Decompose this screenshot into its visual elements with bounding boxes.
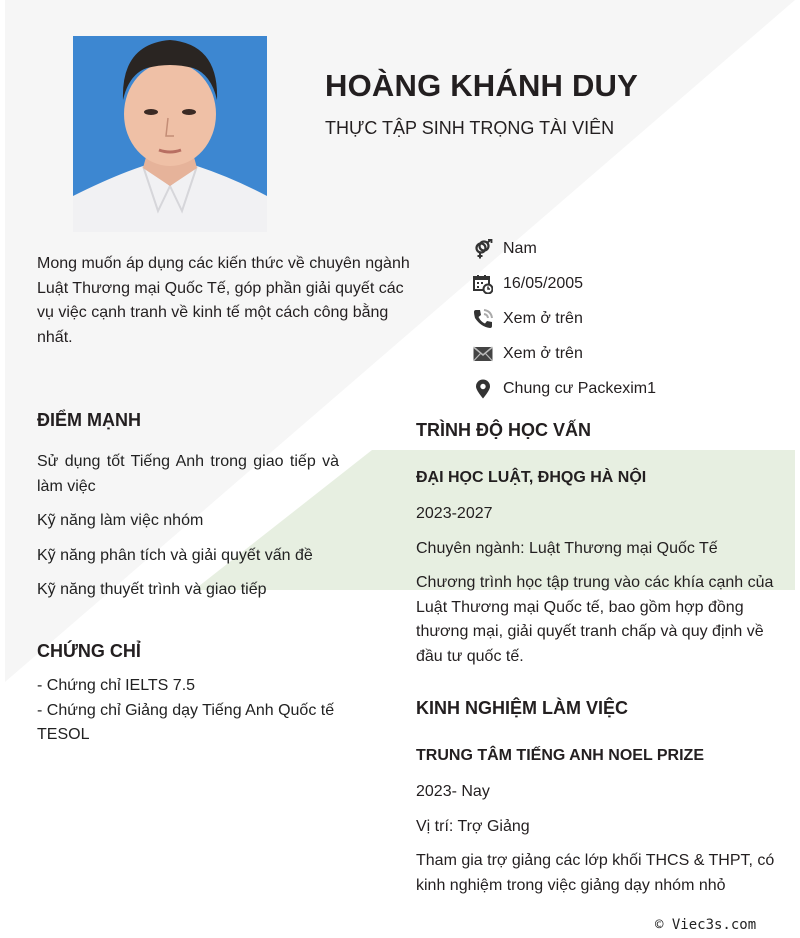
education-description: Chương trình học tập trung vào các khía cạnh của Luật Thương mại Quốc tế, bao gồm hợp đồng thương mại, giải quyết tranh chấp và quy định về đầu tư quốc tế. (416, 574, 774, 665)
profile-photo (73, 36, 267, 232)
address-value: Chung cư Packexim1 (503, 379, 656, 397)
contact-list (472, 232, 656, 406)
experience-entry (416, 744, 776, 898)
strengths-heading: ĐIỂM MẠNH (37, 410, 141, 430)
experience-period: 2023- Nay (416, 783, 490, 800)
contact-phone (472, 302, 656, 337)
education-heading: TRÌNH ĐỘ HỌC VẤN (416, 420, 591, 440)
location-icon (472, 378, 494, 400)
strength-item: Kỹ năng làm việc nhóm (37, 512, 204, 530)
candidate-name: HOÀNG KHÁNH DUY (325, 68, 638, 103)
strength-item: Kỹ năng thuyết trình và giao tiếp (37, 581, 267, 599)
certificates-heading: CHỨNG CHỈ (37, 641, 141, 661)
phone-icon (472, 308, 494, 330)
contact-birthdate (472, 267, 656, 302)
job-title: THỰC TẬP SINH TRỌNG TÀI VIÊN (325, 118, 615, 138)
email-icon (472, 343, 494, 365)
strength-item: Kỹ năng phân tích và giải quyết vấn đề (37, 546, 313, 564)
strengths-list (37, 450, 339, 613)
calendar-icon (472, 273, 494, 295)
birthdate-value: 16/05/2005 (503, 275, 584, 293)
strength-item: Sử dụng tốt Tiếng Anh trong giao tiếp và làm việc (37, 453, 339, 495)
certificate-item: - Chứng chỉ Giảng dạy Tiếng Anh Quốc tế TESOL (37, 701, 335, 744)
certificate-item: - Chứng chỉ IELTS 7.5 (37, 677, 196, 694)
email-value: Xem ở trên (503, 344, 583, 362)
contact-email (472, 336, 656, 371)
education-entry (416, 466, 776, 670)
school-name: ĐẠI HỌC LUẬT, ĐHQG HÀ NỘI (416, 469, 647, 486)
certificates-list (37, 674, 339, 748)
experience-position: Vị trí: Trợ Giảng (416, 817, 530, 835)
experience-description: Tham gia trợ giảng các lớp khối THCS & THPT, có kinh nghiệm trong việc giảng dạy nhóm nhỏ (416, 852, 775, 894)
watermark: © Viec3s.com (655, 917, 757, 933)
career-objective: Mong muốn áp dụng các kiến thức về chuyên ngành Luật Thương mại Quốc Tế, góp phần giải quyết các vụ việc cạnh tranh về kinh tế một cách công bằng nhất. (37, 255, 410, 346)
phone-value: Xem ở trên (503, 309, 583, 327)
experience-heading: KINH NGHIỆM LÀM VIỆC (416, 698, 629, 718)
contact-gender (472, 232, 656, 267)
gender-icon (472, 238, 494, 260)
contact-address (472, 371, 656, 406)
education-major: Chuyên ngành: Luật Thương mại Quốc Tế (416, 539, 718, 557)
gender-value: Nam (503, 240, 537, 258)
education-period: 2023-2027 (416, 505, 493, 522)
company-name: TRUNG TÂM TIẾNG ANH NOEL PRIZE (416, 747, 704, 764)
